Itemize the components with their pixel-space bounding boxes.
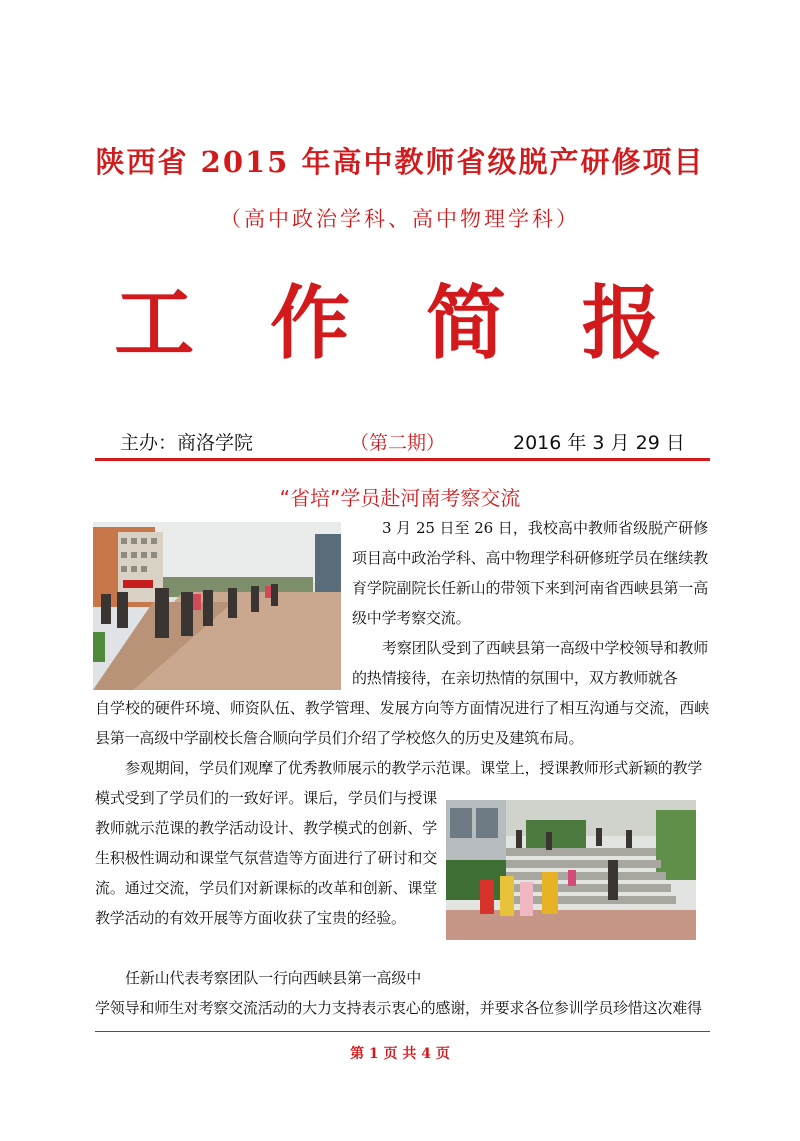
article-paragraph-2-cont: 自学校的硬件环境、师资队伍、教学管理、发展方向等方面情况进行了相互沟通与交流，西峡县第一高级中学副校长詹合顺向学员们介绍了学校悠久的历史及建筑布局。 [95, 699, 709, 747]
article-paragraph-3-cont: 模式受到了学员们的一致好评。课后，学员们与授课教师就示范课的教学活动设计、教学模式的创新、学生积极性调动和课堂气氛营造等方面进行了研讨和交流。通过交流，学员们对新课标的改革和创新、课堂教学活动的有效开展等方面收获了宝贵的经验。 [95, 789, 437, 927]
publish-date: 2016 年 3 月 29 日 [513, 432, 685, 454]
campus-walk-photo [93, 522, 341, 690]
organizer-label: 主办：商洛学院 [120, 432, 254, 454]
stairs-group-photo [446, 800, 696, 940]
article-paragraph-4-cont: 学领导和师生对考察交流活动的大力支持表示衷心的感谢，并要求各位参训学员珍惜这次难得 [95, 999, 702, 1017]
article-paragraph-1: 3 月 25 日至 26 日，我校高中教师省级脱产研修项目高中政治学科、高中物理学科研修班学员在继续教育学院副院长任新山的带领下来到河南省西峡县第一高级中学考察交流。 [352, 519, 708, 627]
article-paragraph-4-start: 任新山代表考察团队一行向西峡县第一高级中 [125, 969, 422, 987]
page-number: 第 1 页 共 4 页 [350, 1046, 450, 1062]
article-headline: “省培”学员赴河南考察交流 [279, 486, 521, 510]
footer-divider [95, 1031, 710, 1032]
bulletin-title: 工 作 简 报 [114, 276, 686, 370]
subject-subtitle: （高中政治学科、高中物理学科） [220, 207, 580, 231]
header-divider [95, 458, 710, 461]
issue-number: （第二期） [350, 432, 446, 454]
article-paragraph-2-start: 考察团队受到了西峡县第一高级中学校领导和教师的热情接待，在亲切热情的氛围中，双方教师就各 [352, 639, 708, 687]
project-title: 陕西省 2015 年高中教师省级脱产研修项目 [95, 145, 705, 179]
article-paragraph-3-start: 参观期间，学员们观摩了优秀教师展示的教学示范课。课堂上，授课教师形式新颖的教学 [125, 759, 703, 777]
